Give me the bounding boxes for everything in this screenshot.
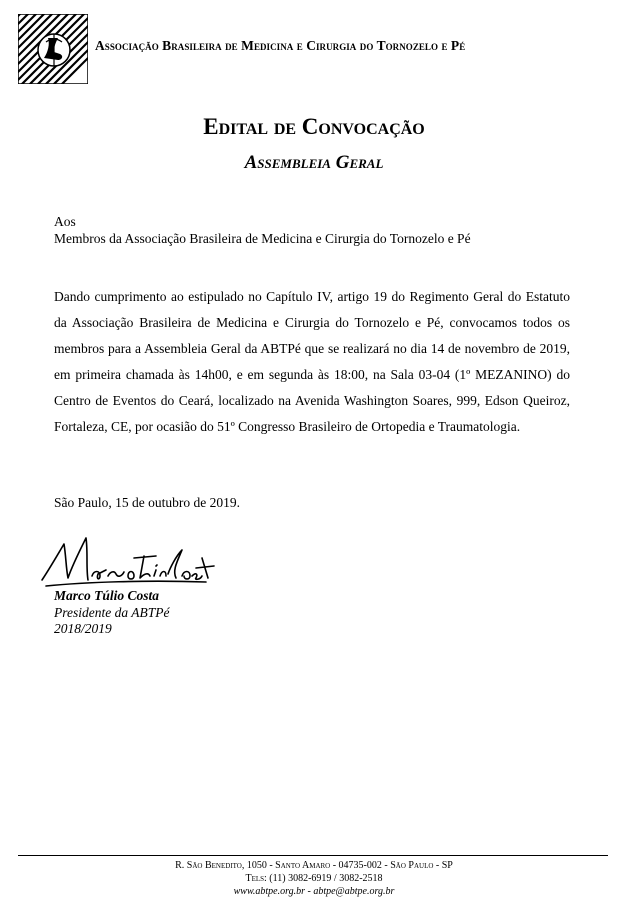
signatory-role: Presidente da ABTPé — [54, 605, 170, 620]
document-title: Edital de Convocação — [203, 114, 425, 139]
addressee-line-1: Aos — [54, 214, 76, 229]
body-paragraph: Dando cumprimento ao estipulado no Capítulo IV, artigo 19 do Regimento Geral do Estatuto da Associação Brasileira de Medicina e Cirurgia do Tornozelo e Pé, convocamos todos os membros para a Assembleia Geral da ABTPé que se realizará no dia 14 de novembro de 2019, em primeira chamada às 14h00, e em segunda às 18:00, na Sala 03-04 (1º MEZANINO) do Centro de Eventos do Ceará, localizado na Avenida Washington Soares, 999, Edson Queiroz, Fortaleza, CE, por ocasião do 51º Congresso Brasileiro de Ortopedia e Traumatologia. — [54, 289, 570, 434]
organization-name: Associação Brasileira de Medicina e Cirurgia do Tornozelo e Pé — [95, 38, 466, 53]
signatory-name: Marco Túlio Costa — [54, 588, 160, 603]
handwritten-signature — [36, 530, 216, 592]
abtpe-logo-icon — [18, 14, 88, 84]
footer-address: R. São Benedito, 1050 - Santo Amaro - 04735-002 - São Paulo - SP — [175, 860, 453, 871]
addressee-line-2: Membros da Associação Brasileira de Medicina e Cirurgia do Tornozelo e Pé — [54, 231, 471, 246]
document-subtitle: Assembleia Geral — [244, 152, 384, 173]
footer-phones: Tels: (11) 3082-6919 / 3082-2518 — [245, 873, 383, 884]
addressee-block — [54, 213, 471, 247]
footer-divider — [18, 855, 608, 856]
signatory-term: 2018/2019 — [54, 621, 112, 636]
footer-web: www.abtpe.org.br - abtpe@abtpe.org.br — [233, 886, 395, 897]
date-line: São Paulo, 15 de outubro de 2019. — [54, 495, 240, 510]
